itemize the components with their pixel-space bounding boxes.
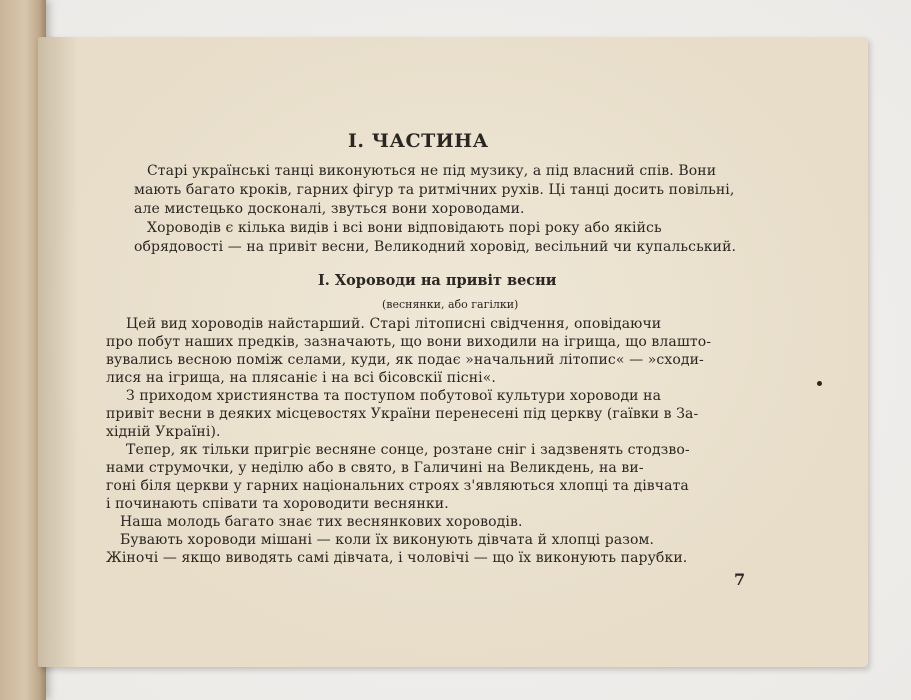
intro-line: мають багато кроків, гарних фігур та ритмічних рухів. Ці танці досить повільні,	[134, 182, 735, 198]
section-line: Бувають хороводи мішані — коли їх виконують дівчата й хлопці разом.	[120, 532, 655, 548]
section-line: лися на ігрища, на плясаніє і на всі бісовскії пісні«.	[106, 370, 496, 386]
section-line: і починають співати та хороводити веснянки.	[106, 496, 449, 512]
page-number: 7	[734, 570, 746, 589]
section-line: вувались весною поміж селами, куди, як подає »начальний літопис« — »сходи-	[106, 352, 704, 368]
section-line: З приходом християнства та поступом побутової культури хороводи на	[126, 388, 662, 404]
section-line: про побут наших предків, зазначають, що вони виходили на ігрища, що влашто-	[106, 334, 712, 350]
page-heading: I. ЧАСТИНА	[348, 130, 489, 152]
section-line: нами струмочки, у неділю або в свято, в Галичині на Великдень, на ви-	[106, 460, 644, 476]
section-line: привіт весни в деяких місцевостях України перенесені під церкву (гаївки в За-	[106, 406, 699, 422]
section-line: Жіночі — якщо виводять самі дівчата, і чоловічі — що їх виконують парубки.	[106, 550, 688, 566]
intro-line: обрядовості — на привіт весни, Великодний хоровід, весільний чи купальський.	[134, 239, 737, 255]
section-line: Наша молодь багато знає тих веснянкових хороводів.	[120, 514, 523, 530]
section-line: Цей вид хороводів найстарший. Старі літописні свідчення, оповідаючи	[126, 316, 662, 332]
section-line: гоні біля церкви у гарних національних строях з'являються хлопці та дівчата	[106, 478, 689, 494]
section-line: Тепер, як тільки пригріє весняне сонце, розтане сніг і задзвенять стодзво-	[126, 442, 690, 458]
section-line: хідній Україні).	[106, 424, 221, 440]
intro-line: Старі українські танці виконуються не під музику, а під власний спів. Вони	[147, 163, 717, 179]
section-title: I. Хороводи на привіт весни	[318, 272, 557, 289]
intro-line: Хороводів є кілька видів і всі вони відповідають порі року або якійсь	[147, 220, 662, 236]
section-subtitle: (веснянки, або гагілки)	[382, 298, 519, 311]
ink-dot	[817, 381, 822, 386]
intro-line: але мистецько досконалі, звуться вони хороводами.	[134, 201, 525, 217]
